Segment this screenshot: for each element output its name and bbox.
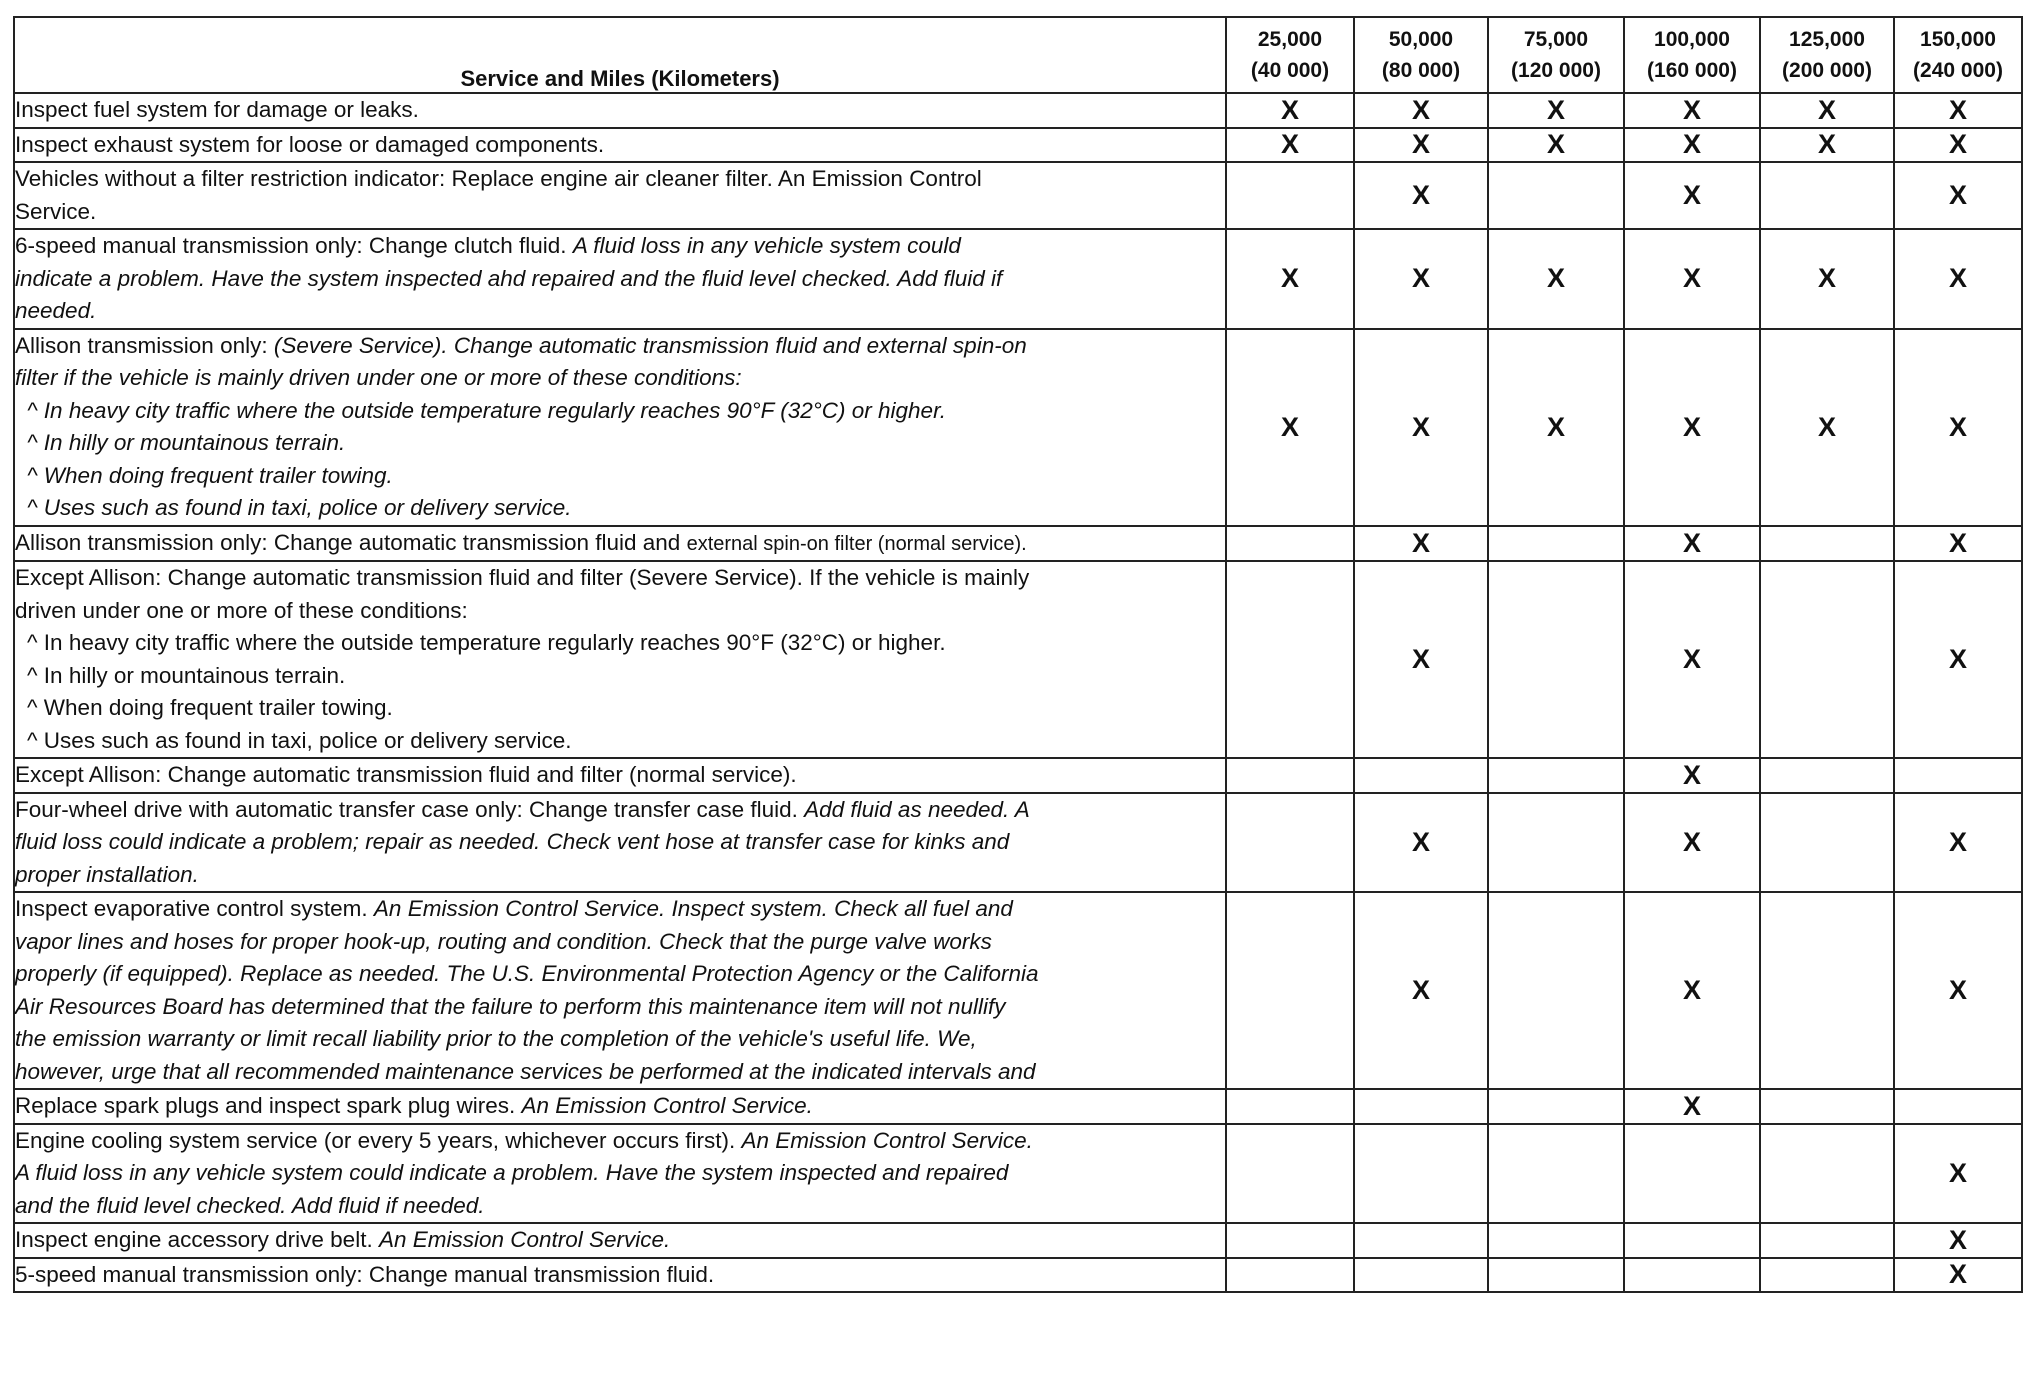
service-line [15, 595, 1225, 628]
interval-cell [1894, 1124, 2022, 1224]
interval-cell [1760, 1258, 1894, 1293]
interval-cell [1488, 329, 1624, 526]
interval-cell [1624, 561, 1760, 758]
service-due-mark: X [1948, 263, 1967, 294]
service-due-mark: X [1682, 180, 1701, 210]
interval-header [1894, 17, 2022, 93]
service-due-mark: X [1411, 411, 1430, 442]
interval-cell [1226, 1258, 1354, 1293]
italic-note: proper installation. [15, 861, 199, 887]
interval-cell [1354, 1124, 1488, 1224]
service-text: Four-wheel drive with automatic transfer case only: Change transfer case fluid. [15, 796, 805, 822]
service-line [15, 692, 1225, 725]
italic-note: An Emission Control Service. [521, 1093, 813, 1118]
interval-cell [1488, 1223, 1624, 1258]
interval-km: (240 000) [1913, 59, 2003, 82]
interval-cell [1760, 892, 1894, 1089]
interval-cell [1226, 526, 1354, 562]
interval-cell [1760, 526, 1894, 562]
service-line [15, 562, 1225, 595]
service-line [15, 295, 1225, 328]
interval-cell [1760, 561, 1894, 758]
interval-cell [1488, 892, 1624, 1089]
service-line [15, 826, 1225, 859]
table-row [14, 1258, 2022, 1293]
service-line [15, 427, 1225, 460]
interval-cell [1624, 1223, 1760, 1258]
interval-cell [1226, 162, 1354, 229]
service-line [15, 1090, 1225, 1123]
interval-cell [1760, 128, 1894, 163]
table-row [14, 229, 2022, 329]
interval-cell [1226, 561, 1354, 758]
interval-cell [1624, 128, 1760, 163]
italic-note: filter if the vehicle is mainly driven under one or more of these conditions: [15, 365, 742, 390]
interval-cell [1624, 1089, 1760, 1124]
service-line [15, 859, 1225, 892]
interval-cell [1624, 93, 1760, 128]
table-row [14, 1124, 2022, 1224]
service-due-mark: X [1411, 94, 1430, 125]
service-description [14, 758, 1226, 793]
interval-cell [1354, 93, 1488, 128]
service-due-mark: X [1411, 975, 1430, 1005]
service-due-mark: X [1546, 411, 1565, 442]
service-line [15, 627, 1225, 660]
service-description [14, 93, 1226, 128]
interval-cell [1226, 793, 1354, 893]
interval-cell [1760, 793, 1894, 893]
service-due-mark: X [1682, 411, 1701, 442]
service-due-mark: X [1280, 411, 1299, 442]
interval-cell [1354, 561, 1488, 758]
interval-cell [1226, 1124, 1354, 1224]
service-line [15, 527, 1225, 561]
service-description [14, 1223, 1226, 1258]
italic-note: Add fluid as needed. A [804, 796, 1030, 822]
service-due-mark: X [1948, 1259, 1967, 1290]
service-line [15, 1259, 1225, 1292]
interval-cell [1624, 329, 1760, 526]
service-text: ^ Uses such as found in taxi, police or delivery service. [27, 727, 572, 753]
service-due-mark: X [1546, 129, 1565, 160]
interval-cell [1354, 1258, 1488, 1293]
service-description [14, 892, 1226, 1089]
service-text: ^ In heavy city traffic where the outside temperature regularly reaches 90°F (32°C) or higher. [27, 630, 946, 655]
service-due-mark: X [1948, 1224, 1967, 1255]
italic-note: An Emission Control Service. Inspect system. Check all fuel and [373, 896, 1013, 921]
service-description [14, 793, 1226, 893]
interval-cell [1760, 162, 1894, 229]
interval-miles: 50,000 [1388, 28, 1454, 51]
italic-note: properly (if equipped). Replace as needed. The U.S. Environmental Protection Agency or the California [15, 961, 1039, 986]
interval-cell [1760, 93, 1894, 128]
service-line [15, 660, 1225, 693]
italic-note: vapor lines and hoses for proper hook-up, routing and condition. Check that the purge valve works [15, 928, 992, 954]
service-text: Except Allison: Change automatic transmission fluid and filter (Severe Service). If the vehicle is mainly [15, 565, 1030, 590]
interval-cell [1894, 1258, 2022, 1293]
interval-cell [1488, 162, 1624, 229]
service-line [15, 1056, 1225, 1089]
interval-cell [1894, 128, 2022, 163]
service-due-mark: X [1817, 94, 1836, 125]
service-text: Allison transmission only: [15, 332, 274, 358]
interval-cell [1488, 1089, 1624, 1124]
italic-note: (Severe Service). Change automatic transmission fluid and external spin-on [273, 332, 1027, 358]
interval-km: (40 000) [1250, 59, 1330, 82]
interval-cell [1354, 1089, 1488, 1124]
service-due-mark: X [1411, 826, 1430, 857]
service-line [15, 926, 1225, 959]
interval-km: (80 000) [1381, 59, 1461, 82]
service-due-mark: X [1948, 975, 1967, 1005]
interval-cell [1354, 758, 1488, 793]
interval-cell [1226, 892, 1354, 1089]
interval-km: (160 000) [1647, 59, 1737, 82]
service-description [14, 162, 1226, 229]
interval-cell [1226, 93, 1354, 128]
service-text: 6-speed manual transmission only: Change clutch fluid. [15, 233, 573, 258]
interval-miles: 25,000 [1257, 28, 1323, 51]
interval-header [1760, 17, 1894, 93]
service-description [14, 128, 1226, 163]
interval-cell [1760, 1124, 1894, 1224]
service-line [15, 991, 1225, 1024]
service-due-mark: X [1280, 129, 1299, 160]
service-line [15, 395, 1225, 428]
schedule-body [14, 93, 2022, 1292]
service-text: Replace spark plugs and inspect spark plug wires. [15, 1093, 522, 1118]
interval-cell [1488, 1258, 1624, 1293]
service-line [15, 492, 1225, 525]
service-description [14, 329, 1226, 526]
interval-cell [1760, 329, 1894, 526]
interval-cell [1894, 1089, 2022, 1124]
service-text: ^ When doing frequent trailer towing. [27, 695, 393, 720]
service-due-mark: X [1948, 180, 1967, 210]
italic-note: the emission warranty or limit recall liability prior to the completion of the vehicle's useful life. We, [15, 1026, 977, 1051]
interval-cell [1488, 793, 1624, 893]
interval-cell [1226, 229, 1354, 329]
interval-km: (120 000) [1511, 59, 1601, 82]
interval-cell [1226, 758, 1354, 793]
service-due-mark: X [1948, 1157, 1967, 1188]
interval-cell [1354, 793, 1488, 893]
service-text: Service. [15, 198, 97, 224]
service-line [15, 94, 1225, 127]
service-line [15, 1190, 1225, 1223]
interval-cell [1624, 526, 1760, 562]
table-row [14, 561, 2022, 758]
interval-cell [1894, 892, 2022, 1089]
interval-cell [1488, 93, 1624, 128]
service-line [15, 759, 1225, 792]
italic-note: and the fluid level checked. Add fluid if needed. [15, 1192, 485, 1218]
interval-miles: 100,000 [1654, 28, 1730, 51]
service-description [14, 526, 1226, 562]
interval-header [1488, 17, 1624, 93]
italic-note: ^ In heavy city traffic where the outside temperature regularly reaches 90°F (32°C) or higher. [27, 397, 946, 423]
service-due-mark: X [1817, 263, 1836, 294]
table-row [14, 793, 2022, 893]
service-line [15, 1157, 1225, 1190]
service-due-mark: X [1948, 94, 1967, 125]
service-due-mark: X [1411, 129, 1430, 160]
service-description [14, 1089, 1226, 1124]
service-due-mark: X [1682, 129, 1701, 160]
service-line [15, 1224, 1225, 1257]
interval-cell [1488, 128, 1624, 163]
service-text: Inspect evaporative control system. [15, 896, 374, 921]
interval-cell [1760, 229, 1894, 329]
interval-header [1624, 17, 1760, 93]
service-line [15, 163, 1225, 196]
service-due-mark: X [1411, 263, 1430, 294]
interval-header [1226, 17, 1354, 93]
italic-note: ^ When doing frequent trailer towing. [27, 462, 393, 488]
service-due-mark: X [1411, 180, 1430, 210]
service-line [15, 129, 1225, 162]
service-due-mark: X [1682, 975, 1701, 1005]
service-due-mark: X [1682, 826, 1701, 857]
service-due-mark: X [1280, 94, 1299, 125]
service-due-mark: X [1948, 644, 1967, 674]
service-due-mark: X [1948, 129, 1967, 160]
interval-cell [1354, 329, 1488, 526]
interval-cell [1760, 758, 1894, 793]
service-due-mark: X [1280, 263, 1299, 294]
service-text: external spin-on filter (normal service). [686, 532, 1027, 555]
table-row [14, 93, 2022, 128]
interval-km: (200 000) [1782, 59, 1872, 82]
interval-cell [1354, 128, 1488, 163]
italic-note: A fluid loss in any vehicle system could indicate a problem. Have the system inspected and repaired [15, 1160, 1009, 1185]
interval-cell [1894, 758, 2022, 793]
service-due-mark: X [1682, 527, 1701, 558]
table-row [14, 128, 2022, 163]
interval-cell [1760, 1089, 1894, 1124]
service-text: Engine cooling system service (or every 5 years, whichever occurs first). [15, 1127, 742, 1153]
italic-note: Air Resources Board has determined that the failure to perform this maintenance item will not nullify [15, 993, 1006, 1019]
service-text: Allison transmission only: Change automatic transmission fluid and [15, 529, 687, 555]
italic-note: An Emission Control Service. [741, 1127, 1033, 1153]
service-text: 5-speed manual transmission only: Change manual transmission fluid. [15, 1261, 715, 1287]
interval-cell [1624, 1258, 1760, 1293]
interval-cell [1894, 329, 2022, 526]
service-due-mark: X [1682, 1090, 1701, 1121]
service-description [14, 1258, 1226, 1293]
italic-note: fluid loss could indicate a problem; repair as needed. Check vent hose at transfer case for kinks and [15, 829, 1010, 854]
interval-cell [1488, 1124, 1624, 1224]
service-line [15, 460, 1225, 493]
header-row [14, 17, 2022, 93]
interval-cell [1354, 526, 1488, 562]
interval-cell [1624, 229, 1760, 329]
service-due-mark: X [1682, 644, 1701, 674]
service-text: ^ In hilly or mountainous terrain. [27, 662, 346, 688]
service-text: driven under one or more of these conditions: [15, 597, 468, 623]
table-row [14, 892, 2022, 1089]
interval-cell [1488, 526, 1624, 562]
interval-cell [1894, 93, 2022, 128]
interval-cell [1624, 892, 1760, 1089]
table-row [14, 162, 2022, 229]
service-line [15, 1125, 1225, 1158]
italic-note: A fluid loss in any vehicle system could [572, 233, 961, 258]
service-due-mark: X [1682, 263, 1701, 294]
italic-note: An Emission Control Service. [378, 1227, 671, 1252]
service-line [15, 263, 1225, 296]
interval-cell [1226, 1223, 1354, 1258]
service-line [15, 893, 1225, 926]
interval-miles: 125,000 [1789, 28, 1865, 51]
service-due-mark: X [1682, 759, 1701, 790]
interval-cell [1354, 892, 1488, 1089]
interval-cell [1894, 561, 2022, 758]
service-column-header: Service and Miles (Kilometers) [14, 17, 1226, 93]
italic-note: needed. [15, 298, 97, 323]
service-due-mark: X [1948, 527, 1967, 558]
service-text: Except Allison: Change automatic transmission fluid and filter (normal service). [15, 762, 797, 787]
interval-cell [1624, 758, 1760, 793]
interval-cell [1894, 1223, 2022, 1258]
service-description [14, 229, 1226, 329]
interval-cell [1226, 329, 1354, 526]
service-due-mark: X [1948, 411, 1967, 442]
interval-cell [1354, 229, 1488, 329]
service-text: Inspect engine accessory drive belt. [15, 1227, 379, 1252]
service-due-mark: X [1948, 826, 1967, 857]
table-row [14, 1089, 2022, 1124]
interval-cell [1488, 561, 1624, 758]
service-due-mark: X [1546, 94, 1565, 125]
interval-miles: 150,000 [1920, 28, 1996, 51]
interval-cell [1226, 128, 1354, 163]
interval-cell [1488, 229, 1624, 329]
italic-note: however, urge that all recommended maintenance services be performed at the indicated intervals and [15, 1058, 1036, 1084]
service-line [15, 725, 1225, 758]
interval-cell [1894, 162, 2022, 229]
interval-cell [1760, 1223, 1894, 1258]
italic-note: ^ Uses such as found in taxi, police or delivery service. [27, 495, 572, 520]
service-text: Inspect fuel system for damage or leaks. [15, 97, 419, 122]
service-text: Vehicles without a filter restriction indicator: Replace engine air cleaner filter. An Emission Control [15, 166, 982, 191]
interval-cell [1354, 1223, 1488, 1258]
italic-note: ^ In hilly or mountainous terrain. [27, 430, 346, 455]
table-row [14, 526, 2022, 562]
interval-cell [1894, 526, 2022, 562]
service-line [15, 958, 1225, 991]
service-line [15, 1023, 1225, 1056]
interval-header [1354, 17, 1488, 93]
service-due-mark: X [1817, 411, 1836, 442]
service-description [14, 1124, 1226, 1224]
interval-cell [1894, 793, 2022, 893]
service-description [14, 561, 1226, 758]
interval-cell [1354, 162, 1488, 229]
service-due-mark: X [1817, 129, 1836, 160]
service-line [15, 794, 1225, 827]
service-line [15, 196, 1225, 229]
interval-cell [1894, 229, 2022, 329]
service-line [15, 362, 1225, 395]
interval-miles: 75,000 [1523, 28, 1589, 51]
interval-cell [1488, 758, 1624, 793]
interval-cell [1624, 793, 1760, 893]
table-row [14, 758, 2022, 793]
interval-cell [1226, 1089, 1354, 1124]
maintenance-schedule-table [13, 16, 2023, 1293]
table-row [14, 1223, 2022, 1258]
table-row [14, 329, 2022, 526]
service-line [15, 230, 1225, 263]
service-text: Inspect exhaust system for loose or damaged components. [15, 131, 605, 157]
service-line [15, 330, 1225, 363]
italic-note: indicate a problem. Have the system inspected ahd repaired and the fluid level checked. Add fluid if [15, 265, 1003, 291]
service-due-mark: X [1682, 94, 1701, 125]
service-due-mark: X [1411, 527, 1430, 558]
service-due-mark: X [1546, 263, 1565, 294]
interval-cell [1624, 1124, 1760, 1224]
service-due-mark: X [1411, 644, 1430, 674]
interval-cell [1624, 162, 1760, 229]
